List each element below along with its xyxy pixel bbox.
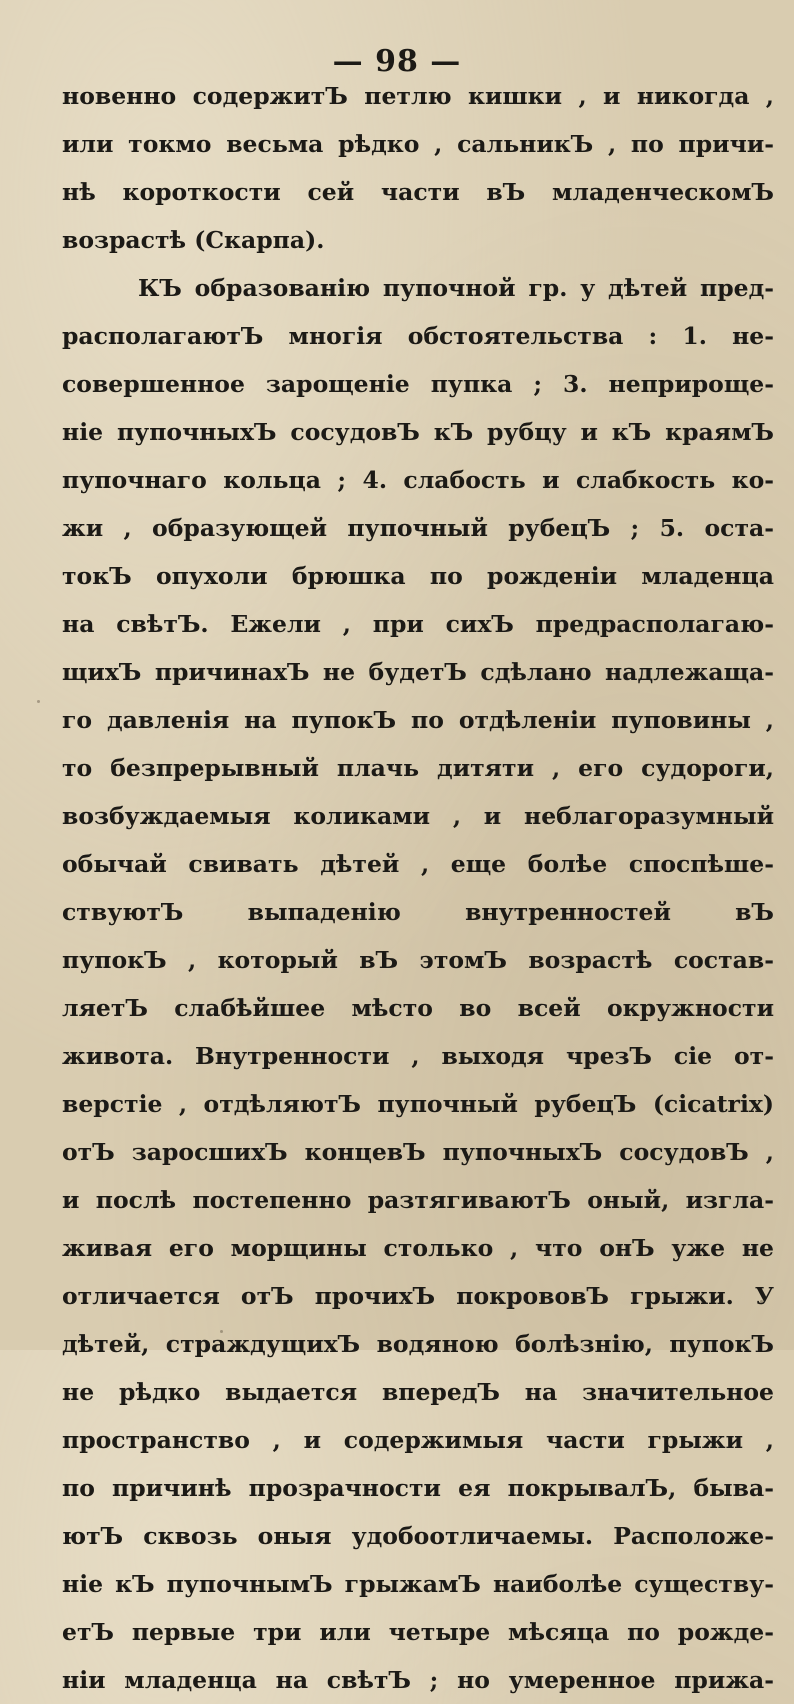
text-line: на свѣтЪ. Ежели , при сихЪ предрасполагаю- — [62, 610, 774, 638]
text-line: возбуждаемыя коликами , и неблагоразумный — [62, 802, 774, 830]
paper-speck — [760, 1300, 763, 1303]
text-line: ніи младенца на свѣтЪ ; но умеренное прижа- — [62, 1666, 774, 1694]
text-line: или токмо весьма рѣдко , сальникЪ , по причи- — [62, 130, 774, 158]
page-number: — 98 — — [332, 44, 462, 79]
text-line: пространство , и содержимыя части грыжи , — [62, 1426, 774, 1454]
text-line: щихЪ причинахЪ не будетЪ сдѣлано надлежаща- — [62, 658, 774, 686]
text-line: отличается отЪ прочихЪ покрововЪ грыжи. У — [62, 1282, 774, 1310]
text-line: обычай свивать дѣтей , еще болѣе споспѣше- — [62, 850, 774, 878]
paper-speck — [220, 1330, 223, 1333]
text-line: токЪ опухоли брюшка по рожденіи младенца — [62, 562, 774, 590]
text-line: то безпрерывный плачь дитяти , его судороги, — [62, 754, 774, 782]
text-line: ніе пупочныхЪ сосудовЪ кЪ рубцу и кЪ краямЪ — [62, 418, 774, 446]
text-line: пупочнаго кольца ; 4. слабость и слабкость ко- — [62, 466, 774, 494]
text-line: КЪ образованію пупочной гр. у дѣтей пред- — [138, 274, 774, 302]
text-line: новенно содержитЪ петлю кишки , и никогда , — [62, 82, 774, 110]
body-text — [62, 72, 774, 1704]
text-line: возрастѣ (Скарпа). — [62, 226, 325, 254]
text-line: не рѣдко выдается впередЪ на значительное — [62, 1378, 774, 1406]
text-line: ляетЪ слабѣйшее мѣсто во всей окружности — [62, 994, 774, 1022]
text-line: дѣтей, страждущихЪ водяною болѣзнію, пупокЪ — [62, 1330, 774, 1358]
text-line: по причинѣ прозрачности ея покрывалЪ, быва- — [62, 1474, 774, 1502]
text-line: верстіе , отдѣляютЪ пупочный рубецЪ (cicatrix) — [62, 1090, 774, 1118]
text-line: нѣ короткости сей части вЪ младенческомЪ — [62, 178, 774, 206]
text-line: располагаютЪ многія обстоятельства : 1. не- — [62, 322, 774, 350]
text-line: ютЪ сквозь оныя удобоотличаемы. Расположе- — [62, 1522, 774, 1550]
text-line: жи , образующей пупочный рубецЪ ; 5. оста- — [62, 514, 774, 542]
text-line: ствуютЪ выпаденію внутренностей вЪ — [62, 898, 774, 926]
text-line: и послѣ постепенно разтягиваютЪ оный, изгла- — [62, 1186, 774, 1214]
text-line: етЪ первые три или четыре мѣсяца по рожде- — [62, 1618, 774, 1646]
text-line: совершенное зарощеніе пупка ; 3. неприроще- — [62, 370, 774, 398]
text-line: пупокЪ , который вЪ этомЪ возрастѣ состав- — [62, 946, 774, 974]
paper-speck — [37, 700, 40, 703]
text-line: живая его морщины столько , что онЪ уже не — [62, 1234, 774, 1262]
text-line: отЪ заросшихЪ концевЪ пупочныхЪ сосудовЪ , — [62, 1138, 774, 1166]
text-line: живота. Внутренности , выходя чрезЪ сіе от- — [62, 1042, 774, 1070]
text-line: ніе кЪ пупочнымЪ грыжамЪ наиболѣе существу- — [62, 1570, 774, 1598]
text-line: го давленія на пупокЪ по отдѣленіи пуповины , — [62, 706, 774, 734]
